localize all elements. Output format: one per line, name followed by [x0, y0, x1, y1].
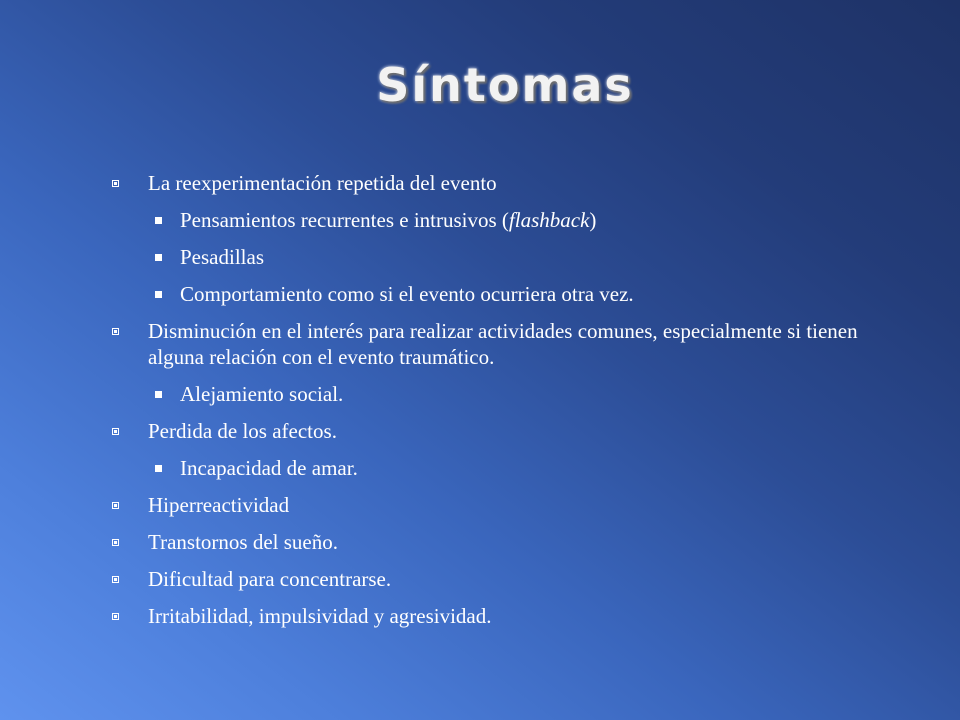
boxed-square-bullet-icon [112, 428, 119, 435]
boxed-square-bullet-icon [112, 539, 119, 546]
filled-square-bullet-icon [155, 254, 162, 261]
sub-bullet-item [106, 244, 906, 270]
bullet-text: Perdida de los afectos. [148, 419, 337, 443]
bullet-item [106, 418, 906, 444]
sub-bullet-item [106, 381, 906, 407]
bullet-list [106, 170, 906, 629]
filled-square-bullet-icon [155, 291, 162, 298]
sub-bullet-text: Pesadillas [180, 245, 264, 269]
filled-square-bullet-icon [155, 217, 162, 224]
bullet-text: Disminución en el interés para realizar actividades comunes, especialmente si tienen alguna relación con el evento traumático. [148, 319, 858, 369]
bullet-item [106, 603, 906, 629]
sub-bullet-text: Alejamiento social. [180, 382, 344, 406]
sub-bullet-text-italic: flashback [508, 208, 590, 232]
bullet-text: Irritabilidad, impulsividad y agresividad. [148, 604, 492, 628]
filled-square-bullet-icon [155, 465, 162, 472]
bullet-text: Hiperreactividad [148, 493, 290, 517]
filled-square-bullet-icon [155, 391, 162, 398]
boxed-square-bullet-icon [112, 502, 119, 509]
bullet-item [106, 318, 906, 370]
bullet-item [106, 492, 906, 518]
sub-bullet-item [106, 207, 906, 233]
sub-bullet-text-after: ) [589, 208, 597, 232]
bullet-item [106, 566, 906, 592]
boxed-square-bullet-icon [112, 576, 119, 583]
bullet-item [106, 170, 906, 196]
sub-bullet-text: Incapacidad de amar. [180, 456, 358, 480]
bullet-text: Transtornos del sueño. [148, 530, 338, 554]
sub-bullet-item [106, 455, 906, 481]
boxed-square-bullet-icon [112, 328, 119, 335]
boxed-square-bullet-icon [112, 613, 119, 620]
boxed-square-bullet-icon [112, 180, 119, 187]
sub-bullet-text: Comportamiento como si el evento ocurriera otra vez. [180, 282, 634, 306]
bullet-list-container [106, 170, 906, 640]
bullet-item [106, 529, 906, 555]
bullet-text: Dificultad para concentrarse. [148, 567, 392, 591]
sub-bullet-item [106, 281, 906, 307]
sub-bullet-text-before: Pensamientos recurrentes e intrusivos ( [180, 208, 509, 232]
bullet-text: La reexperimentación repetida del evento [148, 171, 497, 195]
slide-title: Síntomas [376, 58, 634, 112]
